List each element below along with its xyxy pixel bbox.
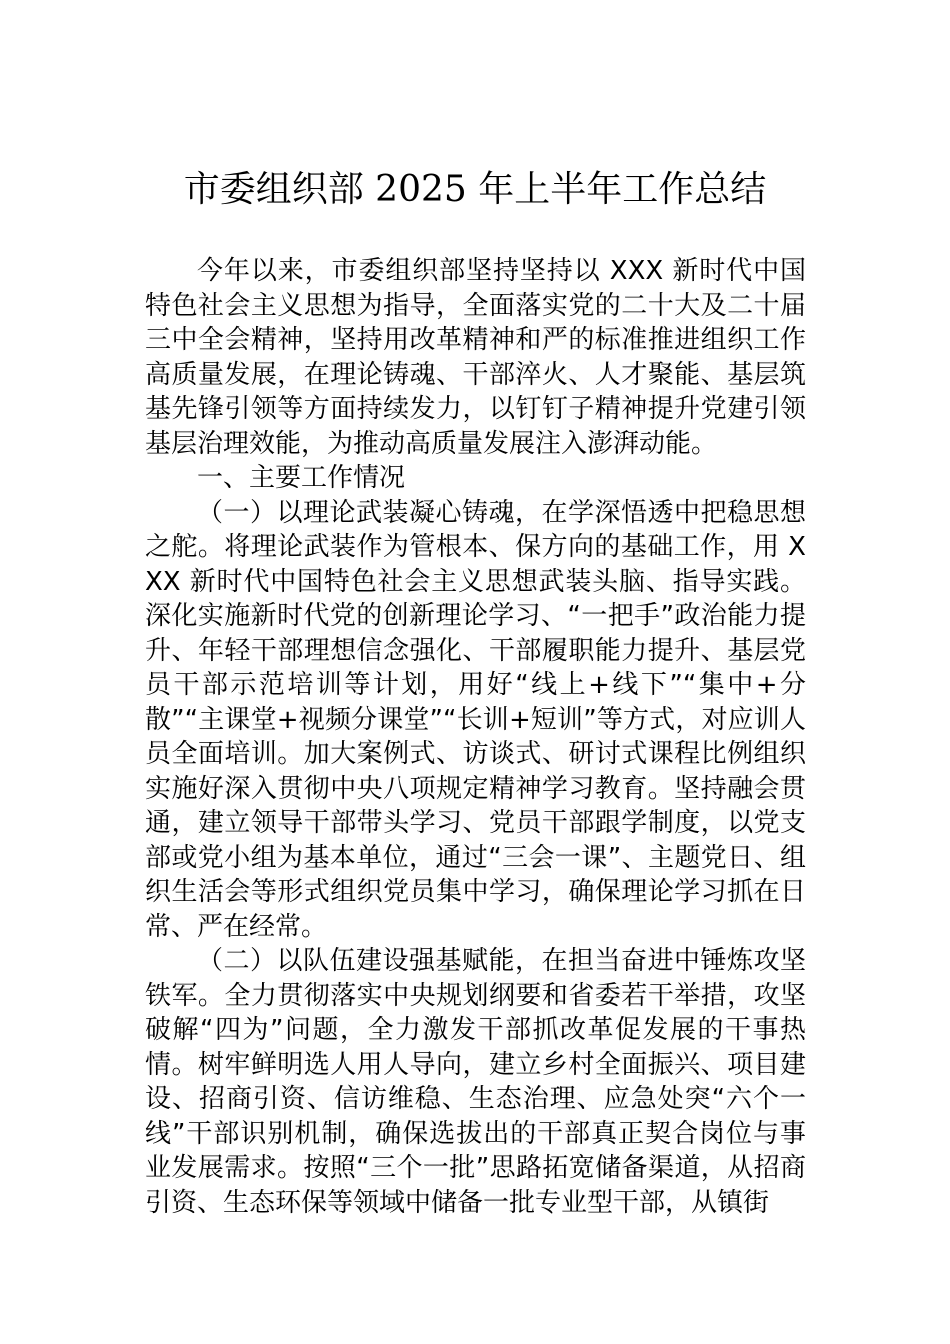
subsection-paragraph-2: （二）以队伍建设强基赋能，在担当奋进中锤炼攻坚铁军。全力贯彻落实中央规划纲要和省委若干举措，攻坚破解“四为”问题，全力激发干部抓改革促发展的干事热情。树牢鲜明选人用人导向，建立乡村全面振兴、项目建设、招商引资、信访维稳、生态治理、应急处突“六个一线”干部识别机制，确保选拔出的干部真正契合岗位与事业发展需求。按照“三个一批”思路拓宽储备渠道，从招商引资、生态环保等领域中储备一批专业型干部，从镇街 — [145, 946, 806, 1218]
document-title: 市委组织部 2025 年上半年工作总结 — [183, 169, 767, 210]
intro-paragraph: 今年以来，市委组织部坚持坚持以 XXX 新时代中国特色社会主义思想为指导，全面落实党的二十大及二十届三中全会精神，坚持用改革精神和严的标准推进组织工作高质量发展，在理论铸魂、干部淬火、人才聚能、基层筑基先锋引领等方面持续发力，以钉钉子精神提升党建引领基层治理效能，为推动高质量发展注入澎湃动能。 — [145, 256, 806, 459]
section-heading-1: 一、主要工作情况 — [197, 463, 406, 493]
document-body — [145, 254, 806, 1220]
subsection-paragraph-1: （一）以理论武装凝心铸魂，在学深悟透中把稳思想之舵。将理论武装作为管根本、保方向的基础工作，用 XXX 新时代中国特色社会主义思想武装头脑、指导实践。深化实施新时代党的创新理论学习、“一把手”政治能力提升、年轻干部理想信念强化、干部履职能力提升、基层党员干部示范培训等计划，用好“线上+线下”“集中+分散”“主课堂+视频分课堂”“长训+短训”等方式，对应训人员全面培训。加大案例式、访谈式、研讨式课程比例组织实施好深入贯彻中央八项规定精神学习教育。坚持融会贯通，建立领导干部带头学习、党员干部跟学制度，以党支部或党小组为基本单位，通过“三会一课”、主题党日、组织生活会等形式组织党员集中学习，确保理论学习抓在日常、严在经常。 — [145, 497, 806, 942]
